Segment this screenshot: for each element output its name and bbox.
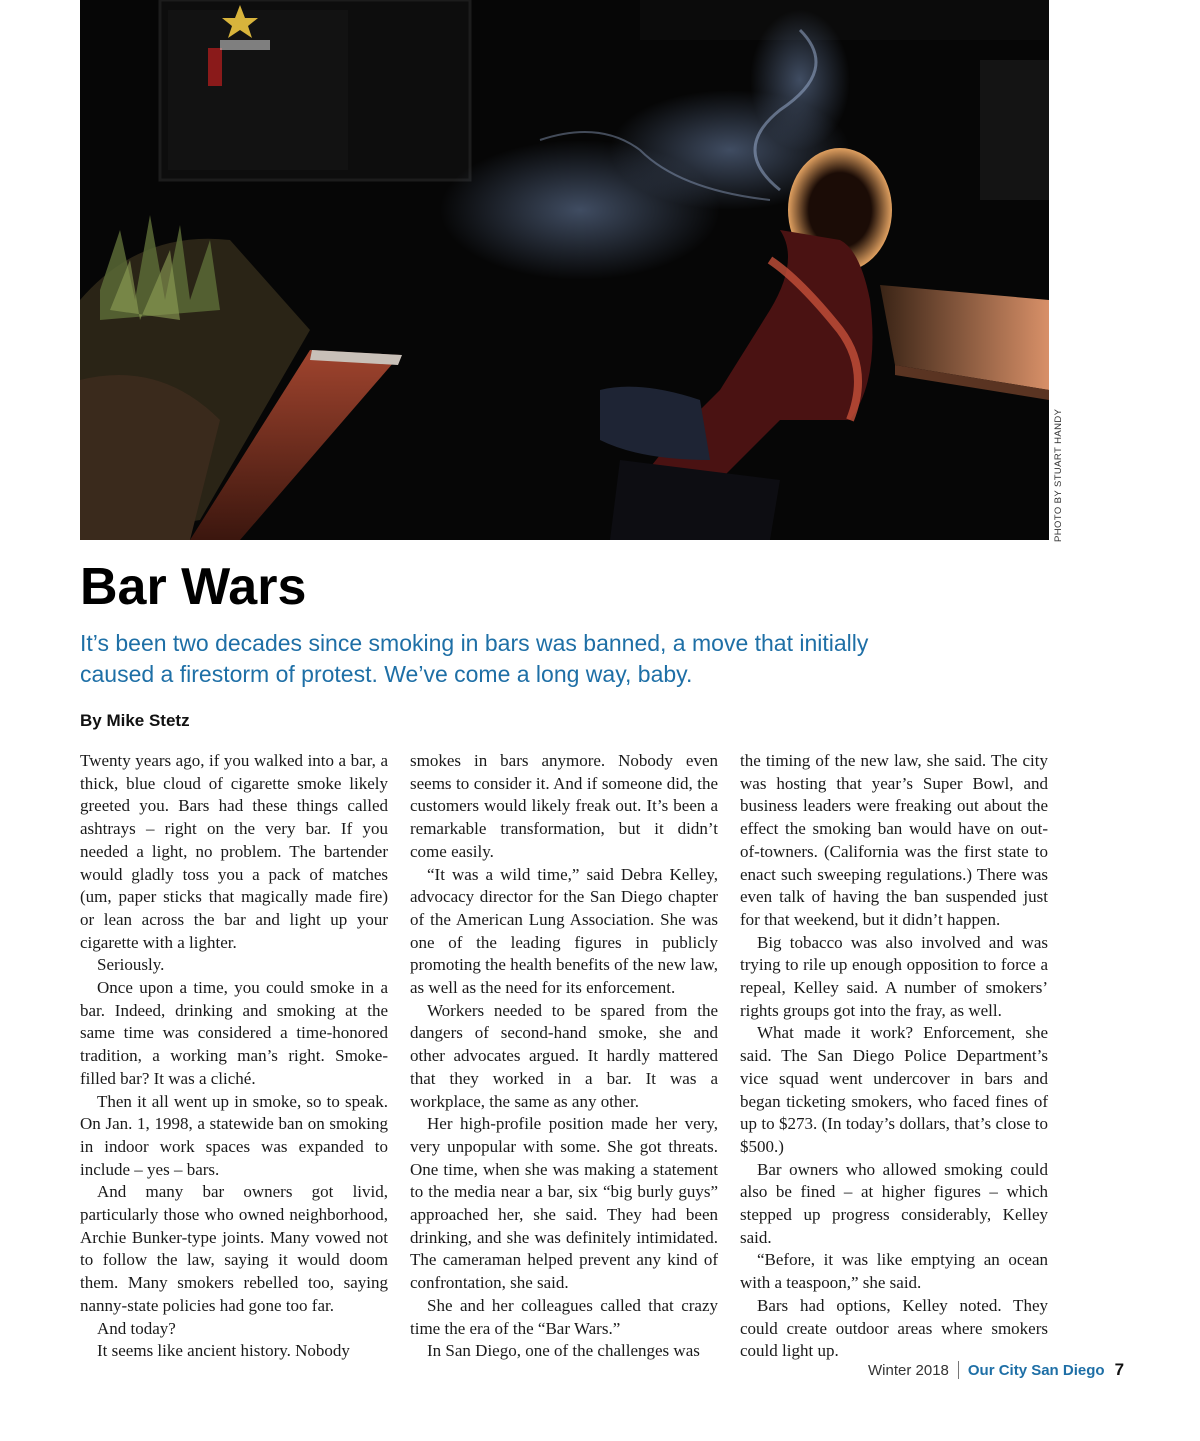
paragraph: It seems like ancient history. Nobody — [97, 1341, 350, 1361]
issue-label: Winter 2018 — [868, 1361, 949, 1379]
paragraph: “Before, it was like emptying an ocean with a teaspoon,” she said. — [740, 1250, 1048, 1293]
paragraph: Her high-profile position made her very, very unpopular with some. She got threats. One time, when she was making a statement to the media near a bar, six “big burly guys” approached her, she said. They had been drinking, and she was definitely intimidated. The cameraman helped prevent any kind of confrontation, she said. — [410, 1114, 718, 1293]
paragraph: Workers needed to be spared from the dangers of second-hand smoke, she and other advocates argued. It hardly mattered that they worked in a bar. It was a workplace, the same as any other. — [410, 1000, 718, 1111]
footer-divider — [958, 1361, 959, 1379]
article-column-1 — [80, 750, 388, 1363]
paragraph: Bars had options, Kelley noted. They could create outdoor areas where smokers could light up. — [740, 1295, 1048, 1361]
page-footer — [868, 1359, 1124, 1381]
paragraph: “It was a wild time,” said Debra Kelley, advocacy director for the San Diego chapter of the American Lung Association. She was one of the leading figures in publicly promoting the health benefits of the new law, as well as the need for its enforcement. — [410, 864, 718, 998]
paragraph: Once upon a time, you could smoke in a bar. Indeed, drinking and smoking at the same time was considered a time-honored tradition, a working man’s right. Smoke-filled bar? It was a cliché. — [80, 978, 388, 1088]
paragraph: And today? — [97, 1318, 176, 1338]
paragraph: And many bar owners got livid, particularly those who owned neighborhood, Archie Bunker-type joints. Many vowed not to follow the law, saying it would doom them. Many smokers rebelled too, saying nanny-state policies had gone too far. — [80, 1182, 388, 1315]
paragraph: Then it all went up in smoke, so to speak. On Jan. 1, 1998, a statewide ban on smoking in indoor work spaces was expanded to include – yes – bars. — [80, 1091, 388, 1179]
hero-photo — [80, 0, 1049, 540]
paragraph: smokes in bars anymore. Nobody even seems to consider it. And if someone did, the customers would likely freak out. It’s been a remarkable transformation, but it didn’t come easily. — [410, 751, 718, 861]
photo-credit: PHOTO BY STUART HANDY — [1053, 408, 1064, 542]
byline: By Mike Stetz — [80, 711, 190, 730]
paragraph: She and her colleagues called that crazy time the era of the “Bar Wars.” — [410, 1295, 718, 1338]
headline: Bar Wars — [80, 558, 307, 616]
paragraph: Twenty years ago, if you walked into a bar, a thick, blue cloud of cigarette smoke likely greeted you. Bars had these things called ashtrays – right on the very bar. If you needed a light, no problem. The bartender would gladly toss you a pack of matches (um, paper sticks that magically made fire) or lean across the bar and light up your cigarette with a lighter. — [80, 751, 388, 952]
paragraph: Bar owners who allowed smoking could also be fined – at higher figures – which stepped up progress considerably, Kelley said. — [740, 1159, 1048, 1247]
article-column-3 — [740, 750, 1048, 1363]
article-column-2 — [410, 750, 718, 1363]
magazine-name: Our City San Diego — [967, 1361, 1105, 1379]
paragraph: the timing of the new law, she said. The city was hosting that year’s Super Bowl, and business leaders were freaking out about the effect the smoking ban would have on out-of-towners. (California was the first state to enact such sweeping regulations.) There was even talk of having the ban suspended just for that weekend, but it didn’t happen. — [740, 751, 1048, 929]
paragraph: Seriously. — [97, 955, 165, 975]
page-number: 7 — [1114, 1360, 1125, 1379]
paragraph: What made it work? Enforcement, she said. The San Diego Police Department’s vice squad went undercover in bars and began ticketing smokers, who faced fines of up to $273. (In today’s dollars, that’s close to $500.) — [740, 1023, 1048, 1156]
paragraph: In San Diego, one of the challenges was — [427, 1341, 700, 1361]
dek: It’s been two decades since smoking in bars was banned, a move that initially caused a firestorm of protest. We’ve come a long way, baby. — [80, 630, 869, 687]
night-smoker-illustration — [80, 0, 1049, 540]
paragraph: Big tobacco was also involved and was trying to rile up enough opposition to force a repeal, Kelley said. A number of smokers’ rights groups got into the fray, as well. — [740, 932, 1048, 1020]
